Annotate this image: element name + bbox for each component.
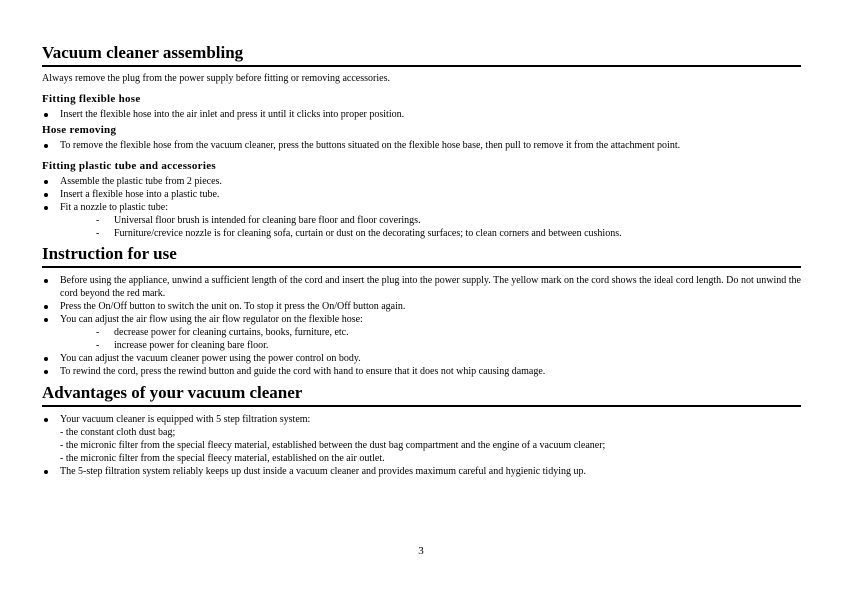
page-number: 3 [418,545,424,557]
list-item-text: You can adjust the air flow using the air flow regulator on the flexible hose: [60,314,363,325]
list-item: Press the On/Off button to switch the unit on. To stop it press the On/Off button again. [42,300,801,313]
list-item: - Furniture/crevice nozzle is for cleaning sofa, curtain or dust on the decorating surfaces; to clean corners and between cushions. [96,227,801,240]
list-item: - the micronic filter from the special fleecy material, established between the dust bag compartment and the engine of a vacuum cleaner; [60,440,606,451]
list-item: - the constant cloth dust bag; [60,427,176,438]
fitting-tube-list [42,175,801,214]
list-item: Insert a flexible hose into a plastic tube. [42,188,801,201]
airflow-sub-list [42,326,801,352]
subheading-fitting-tube: Fitting plastic tube and accessories [42,160,216,172]
list-item: To remove the flexible hose from the vacuum cleaner, press the buttons situated on the flexible hose base, then pull to remove it from the attachment point. [42,139,801,152]
list-item: Fit a nozzle to plastic tube: [42,201,801,214]
list-item [42,313,801,326]
list-item: Assemble the plastic tube from 2 pieces. [42,175,801,188]
list-item: - decrease power for cleaning curtains, books, furniture, etc. [96,326,801,339]
list-item [42,413,801,465]
list-item: - the micronic filter from the special fleecy material, established on the air outlet. [60,453,385,464]
subheading-fitting-hose: Fitting flexible hose [42,93,141,105]
list-item: You can adjust the vacuum cleaner power using the power control on body. [42,352,801,365]
advantages-list [42,413,801,478]
list-item: Insert the flexible hose into the air inlet and press it until it clicks into proper position. [42,108,801,121]
instruction-list-continued [42,352,801,378]
assembling-intro: Always remove the plug from the power supply before fitting or removing accessories. [42,73,390,84]
list-item-text: Your vacuum cleaner is equipped with 5 step filtration system: [60,414,311,425]
hose-removing-list [42,139,801,152]
section-title-advantages: Advantages of your vacuum cleaner [42,382,801,407]
subheading-hose-removing: Hose removing [42,124,117,136]
section-title-instruction: Instruction for use [42,243,801,268]
manual-page [42,42,801,478]
fitting-hose-list [42,108,801,121]
section-title-assembling: Vacuum cleaner assembling [42,42,801,67]
instruction-list [42,274,801,326]
list-item: To rewind the cord, press the rewind button and guide the cord with hand to ensure that it does not whip causing damage. [42,365,801,378]
filtration-sub-list [60,426,801,465]
nozzle-sub-list [42,214,801,240]
list-item: Before using the appliance, unwind a sufficient length of the cord and insert the plug into the power supply. The yellow mark on the cord shows the ideal cord length. Do not unwind the cord beyond the red mark. [42,274,801,300]
list-item: The 5-step filtration system reliably keeps up dust inside a vacuum cleaner and provides maximum careful and hygienic tidying up. [42,465,801,478]
list-item: - increase power for cleaning bare floor. [96,339,801,352]
list-item: - Universal floor brush is intended for cleaning bare floor and floor coverings. [96,214,801,227]
